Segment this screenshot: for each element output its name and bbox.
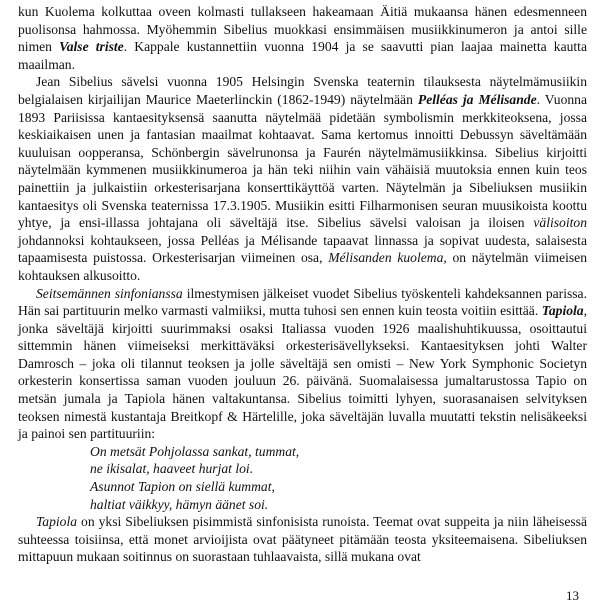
poem-quatrain [90,443,587,513]
text-run: kun Kuolema kolkuttaa oveen kolmasti tullakseen hakeamaan Äitiä mukaansa hänen edesmenneen puolisonsa hahmossa. Myöhemmin Sibelius muokkasi ensimmäisen musiikkinumeron ja antoi sille nimen [18,4,587,55]
title-valse-triste: Valse triste [59,39,124,55]
paragraph-valse-triste [18,3,587,73]
term-valisoitto: välisoiton [533,215,587,231]
title-tapiola: Tapiola [541,303,584,319]
title-seventh-symphony: Seitsemännen sinfonianssa [36,285,183,301]
document-body [18,3,587,566]
text-run: ilmestymisen jälkeiset vuodet Sibelius työskenteli kahdeksannen parissa. Hän sai partituurin melko varmasti valmiiksi, mutta tuhosi sen ennen kuin teosta voitiin esittää. [18,285,587,319]
paragraph-pelleas [18,73,587,284]
text-run: . Vuonna 1893 Pariisissa kantaesityksensä saanutta näytelmää pidetään symbolismin merkkiteoksena, jossa keskiaikaisen unen ja fantasian maailmat kohtaavat. Sama kertomus innoitti Debussyn säveltämään kuuluisan oopperansa, Schönbergin sävelrunonsa ja Faurén näytelmämusiikkinsa. Sibelius kirjoitti näytelmään kymmenen musiikkinumeroa ja hän teki niihin vain vähäisiä muutoksia ennen kuin teos painettiin ja julkaistiin orkesterisarjana konserttikäyttöä varten. Näytelmän ja Sibeliuksen musiikin kantaesitys oli Svenska teaternissa 17.3.1905. Musiikin esitti Filharmonisen seuran muusikoista koottu yhtye, ja ensi-illassa johtajana oli säveltäjä itse. Sibelius sävelsi valoisan ja iloisen [18,91,587,231]
paragraph-tapiola-analysis [18,513,587,566]
paragraph-tapiola [18,285,587,443]
page-number: 13 [566,588,579,603]
text-run: , jonka säveltäjä kirjoitti suurimmaksi osaksi Italiassa vuoden 1926 maalishuhtikuussa, osoittautui sittemmin hänen viimeiseksi merkittäväksi orkesterisävellykseksi. Kantaesityksen johti Walter Damrosch – joka oli tilannut teoksen ja jolle säveltäjä sen omisti – New York Symphonic Societyn orkesterin konsertissa saman vuoden jouluun 26. päivänä. Suomalaisessa jumaltarustossa Tapio on metsän jumala ja Tapiola hänen valtakuntansa. Sibelius toimitti lyhyen, suorasanaisen selvityksen teoksen nimestä kustantaja Breitkopf & Härtelille, joka säveltäjän luvalla muutatti tekstin nelisäkeeksi ja painoi sen partituuriin: [18,303,587,442]
title-melisanden-kuolema: Mélisanden kuolema [328,250,444,266]
poem-line: haltiat väikkyy, hämyn äänet soi. [90,496,269,512]
poem-line: Asunnot Tapion on siellä kummat, [90,479,275,495]
text-run: , on näytelmän viimeisen kohtauksen alkusoitto. [18,250,587,283]
text-run: . Kappale kustannettiin vuonna 1904 ja se saavutti pian laajaa mainetta kautta maailman. [18,39,587,72]
text-run: Jean Sibelius sävelsi vuonna 1905 Helsingin Svenska teaternin tilauksesta näytelmämusiikin belgialaisen kirjailijan Maurice Maeterlinckin (1862-1949) näytelmään [18,74,587,107]
text-run: johdannoksi kohtaukseen, jossa Pelléas ja Mélisande tapaavat linnassa ja sopivat uudesta, salaisesta tapaamisesta puistossa. Orkesterisarjan viimeinen osa, [18,232,587,266]
title-tapiola: Tapiola [36,514,78,530]
poem-line: On metsät Pohjolassa sankat, tummat, [90,443,300,459]
poem-line: ne ikisalat, haaveet hurjat loi. [90,461,254,477]
text-run: on yksi Sibeliuksen pisimmistä sinfonisista runoista. Teemat ovat suppeita ja niin läheisessä suhteessa toisiinsa, että monet arvioijista ovat päätyneet pitämään teosta yksiteemaisena. Sibeliuksen mittapuun mukaan soitinnus on suorastaan tuhlaavaista, sillä mukana ovat [18,514,587,565]
title-pelleas: Pelléas ja Mélisande [417,91,537,107]
